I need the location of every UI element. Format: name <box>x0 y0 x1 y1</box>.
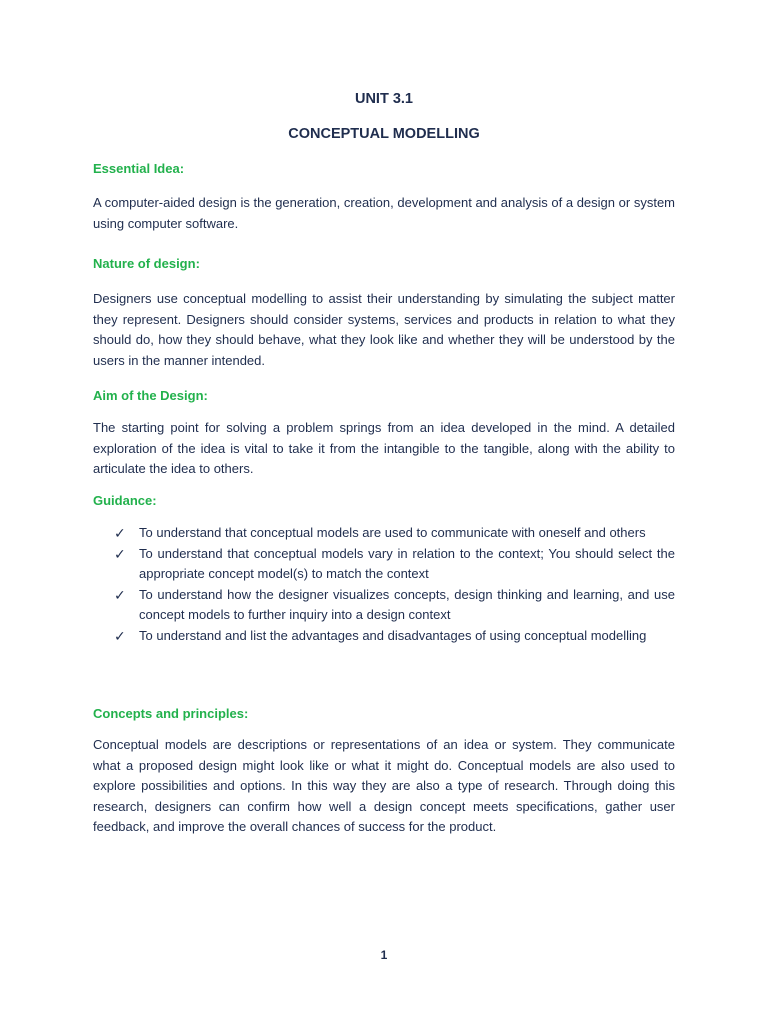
checkmark-icon: ✓ <box>114 586 126 603</box>
checkmark-icon: ✓ <box>114 627 126 644</box>
guidance-heading: Guidance: <box>93 493 157 508</box>
page-number: 1 <box>380 948 388 962</box>
aim-heading: Aim of the Design: <box>93 388 208 403</box>
aim-text: The starting point for solving a problem springs from an idea developed in the mind. A detailed exploration of the idea is vital to take it from the intangible to the tangible, along with the ability to articulate the idea to others. <box>93 420 675 477</box>
concepts-heading: Concepts and principles: <box>93 706 249 721</box>
guidance-item-text: To understand that conceptual models are used to communicate with oneself and others <box>139 525 646 540</box>
guidance-item-text: To understand and list the advantages and disadvantages of using conceptual modelling <box>139 627 647 643</box>
checkmark-icon: ✓ <box>114 545 126 562</box>
concepts-text: Conceptual models are descriptions or representations of an idea or system. They communicate what a proposed design might look like or what it might do. Conceptual models are also used to explore possibilities and options. In this way they are also a type of research. Through doing this research, designers can confirm how well a design concept meets specifications, gather user feedback, and improve the overall chances of success for the product. <box>93 737 675 835</box>
page-title: CONCEPTUAL MODELLING <box>288 126 480 142</box>
checkmark-icon: ✓ <box>114 525 126 541</box>
nature-of-design-text: Designers use conceptual modelling to assist their understanding by simulating the subject matter they represent. Designers should consider systems, services and products in relation to what they should do, how they should behave, what they look like and whether they will be understood by the users in the manner intended. <box>93 291 675 368</box>
guidance-item <box>93 523 675 544</box>
nature-of-design-heading: Nature of design: <box>93 256 200 271</box>
guidance-list <box>93 523 675 647</box>
essential-idea-text: A computer-aided design is the generation, creation, development and analysis of a design or system using computer software. <box>93 195 675 231</box>
guidance-item <box>93 585 675 626</box>
guidance-item-text: To understand that conceptual models vary in relation to the context; You should select the appropriate concept model(s) to match the context <box>139 545 675 582</box>
guidance-item <box>93 544 675 585</box>
unit-title: UNIT 3.1 <box>354 91 413 107</box>
essential-idea-heading: Essential Idea: <box>93 161 185 176</box>
guidance-item <box>93 626 675 647</box>
guidance-item-text: To understand how the designer visualizes concepts, design thinking and learning, and use concept models to further inquiry into a design context <box>139 586 675 623</box>
